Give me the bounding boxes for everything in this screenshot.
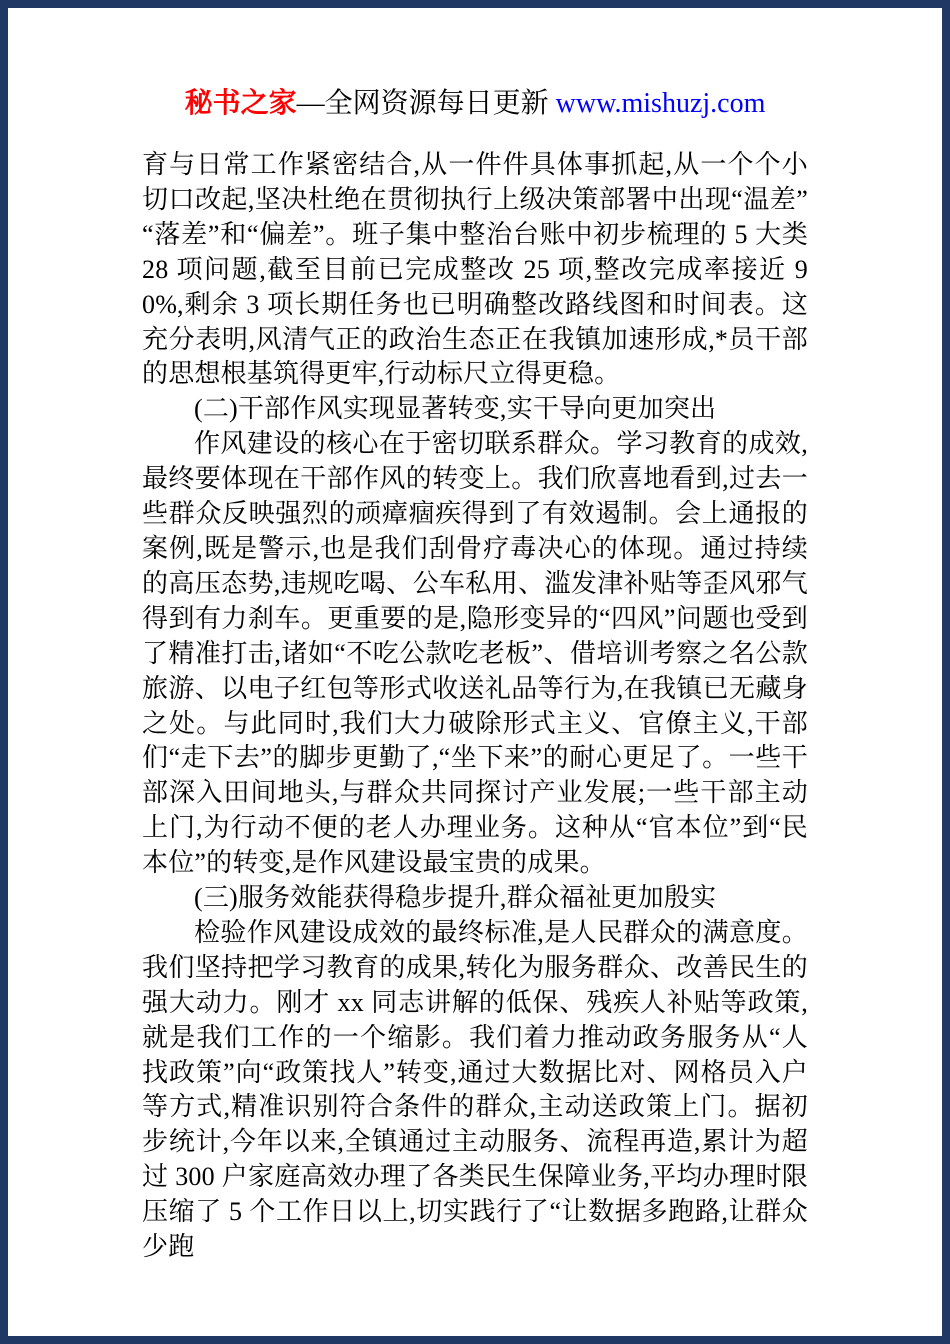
site-url-link[interactable]: www.mishuzj.com <box>555 88 766 119</box>
paragraph-section-2: 作风建设的核心在于密切联系群众。学习教育的成效,最终要体现在干部作风的转变上。我们欣喜地看到,过去一些群众反映强烈的顽瘴痼疾得到了有效遏制。会上通报的案例,既是警示,也是我们刮骨疗毒决心的体现。通过持续的高压态势,违规吃喝、公车私用、滥发津补贴等歪风邪气得到有力刹车。更重要的是,隐形变异的“四风”问题也受到了精准打击,诸如“不吃公款吃老板”、借培训考察之名公款旅游、以电子红包等形式收送礼品等行为,在我镇已无藏身之处。与此同时,我们大力破除形式主义、官僚主义,干部们“走下去”的脚步更勤了,“坐下来”的耐心更足了。一些干部深入田间地头,与群众共同探讨产业发展;一些干部主动上门,为行动不便的老人办理业务。这种从“官本位”到“民本位”的转变,是作风建设最宝贵的成果。 <box>142 429 808 878</box>
site-header <box>8 86 942 122</box>
site-brand: 秘书之家 <box>184 88 297 119</box>
section-heading-2: (二)干部作风实现显著转变,实干导向更加突出 <box>194 394 717 424</box>
document-body <box>142 148 808 1265</box>
section-heading-3: (三)服务效能获得稳步提升,群众福祉更加殷实 <box>194 883 717 913</box>
site-tagline: —全网资源每日更新 <box>296 88 556 119</box>
paragraph-continuation: 育与日常工作紧密结合,从一件件具体事抓起,从一个个小切口改起,坚决杜绝在贯彻执行上级决策部署中出现“温差”“落差”和“偏差”。班子集中整治台账中初步梳理的 5 大类 28 项问题,截至目前已完成整改 25 项,整改完成率接近 90%,剩余 3 项长期任务也已明确整改路线图和时间表。这充分表明,风清气正的政治生态正在我镇加速形成,*员干部的思想根基筑得更牢,行动标尺立得更稳。 <box>142 150 808 389</box>
paragraph-section-3: 检验作风建设成效的最终标准,是人民群众的满意度。我们坚持把学习教育的成果,转化为服务群众、改善民生的强大动力。刚才 xx 同志讲解的低保、残疾人补贴等政策,就是我们工作的一个缩影。我们着力推动政务服务从“人找政策”向“政策找人”转变,通过大数据比对、网格员入户等方式,精准识别符合条件的群众,主动送政策上门。据初步统计,今年以来,全镇通过主动服务、流程再造,累计为超过 300 户家庭高效办理了各类民生保障业务,平均办理时限压缩了 5 个工作日以上,切实践行了“让数据多跑路,让群众少跑 <box>142 917 808 1262</box>
